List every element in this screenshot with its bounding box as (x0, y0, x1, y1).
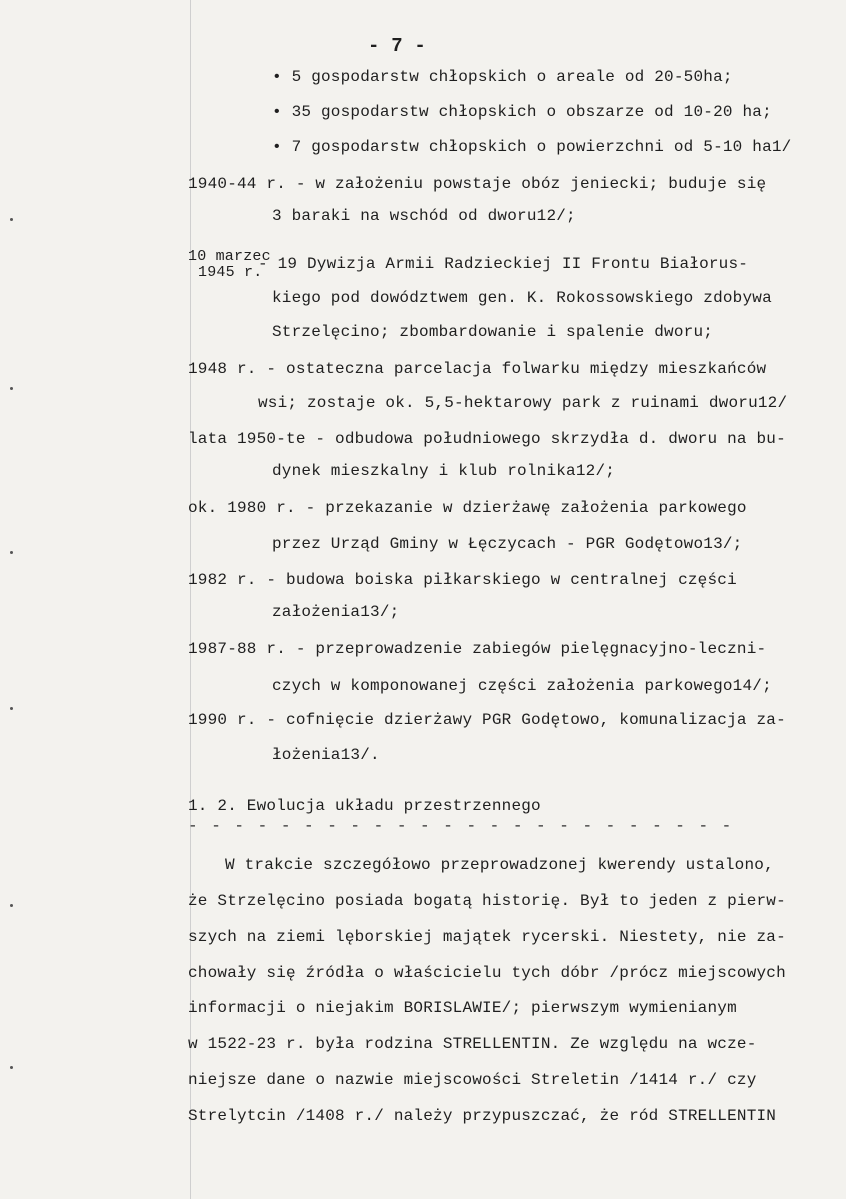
text-line: 1987-88 r. - przeprowadzenie zabiegów pielęgnacyjno-leczni- (188, 640, 767, 658)
text-line: wsi; zostaje ok. 5,5-hektarowy park z ruinami dworu12/ (258, 394, 788, 412)
text-line: - 19 Dywizja Armii Radzieckiej II Frontu Białorus- (258, 255, 749, 273)
text-line: 1940-44 r. - w założeniu powstaje obóz jeniecki; buduje się (188, 175, 767, 193)
text-line: założenia13/; (272, 603, 400, 621)
text-line: 1990 r. - cofnięcie dzierżawy PGR Godętowo, komunalizacja za- (188, 711, 786, 729)
text-line: kiego pod dowództwem gen. K. Rokossowskiego zdobywa (272, 289, 772, 307)
text-line: dynek mieszkalny i klub rolnika12/; (272, 462, 616, 480)
text-line: łożenia13/. (272, 746, 380, 764)
paragraph-line: informacji o niejakim BORISLAWIE/; pierwszym wymienianym (188, 999, 737, 1017)
text-line: lata 1950-te - odbudowa południowego skrzydła d. dworu na bu- (188, 430, 786, 448)
date-line: 10 marzec (188, 248, 271, 265)
paragraph-line: W trakcie szczegółowo przeprowadzonej kwerendy ustalono, (225, 856, 774, 874)
text-line: • 5 gospodarstw chłopskich o areale od 20-50ha; (272, 68, 733, 86)
text-line: czych w komponowanej części założenia parkowego14/; (272, 677, 772, 695)
margin-dot (10, 387, 13, 390)
margin-dot (10, 218, 13, 221)
text-line: • 35 gospodarstw chłopskich o obszarze od 10-20 ha; (272, 103, 772, 121)
text-line: ok. 1980 r. - przekazanie w dzierżawę założenia parkowego (188, 499, 747, 517)
paragraph-line: niejsze dane o nazwie miejscowości Streletin /1414 r./ czy (188, 1071, 757, 1089)
text-line: Strzelęcino; zbombardowanie i spalenie dworu; (272, 323, 714, 341)
text-line: 1982 r. - budowa boiska piłkarskiego w centralnej części (188, 571, 737, 589)
heading-underline: - - - - - - - - - - - - - - - - - - - - - - - - (188, 817, 734, 835)
page-number: - 7 - (368, 35, 427, 57)
text-line: przez Urząd Gminy w Łęczycach - PGR Godętowo13/; (272, 535, 743, 553)
section-heading: 1. 2. Ewolucja układu przestrzennego (188, 797, 541, 815)
paragraph-line: że Strzelęcino posiada bogatą historię. Był to jeden z pierw- (188, 892, 786, 910)
margin-dot (10, 707, 13, 710)
margin-dot (10, 551, 13, 554)
text-line: • 7 gospodarstw chłopskich o powierzchni od 5-10 ha1/ (272, 138, 792, 156)
date-line: 1945 r. (198, 264, 263, 281)
text-line: 3 baraki na wschód od dworu12/; (272, 207, 576, 225)
text-line: 1948 r. - ostateczna parcelacja folwarku między mieszkańców (188, 360, 767, 378)
margin-dot (10, 904, 13, 907)
paragraph-line: chowały się źródła o właścicielu tych dóbr /prócz miejscowych (188, 964, 786, 982)
paragraph-line: Strelytcin /1408 r./ należy przypuszczać, że ród STRELLENTIN (188, 1107, 777, 1125)
paragraph-line: w 1522-23 r. była rodzina STRELLENTIN. Ze względu na wcze- (188, 1035, 757, 1053)
margin-dot (10, 1066, 13, 1069)
paragraph-line: szych na ziemi lęborskiej majątek rycerski. Niestety, nie za- (188, 928, 786, 946)
